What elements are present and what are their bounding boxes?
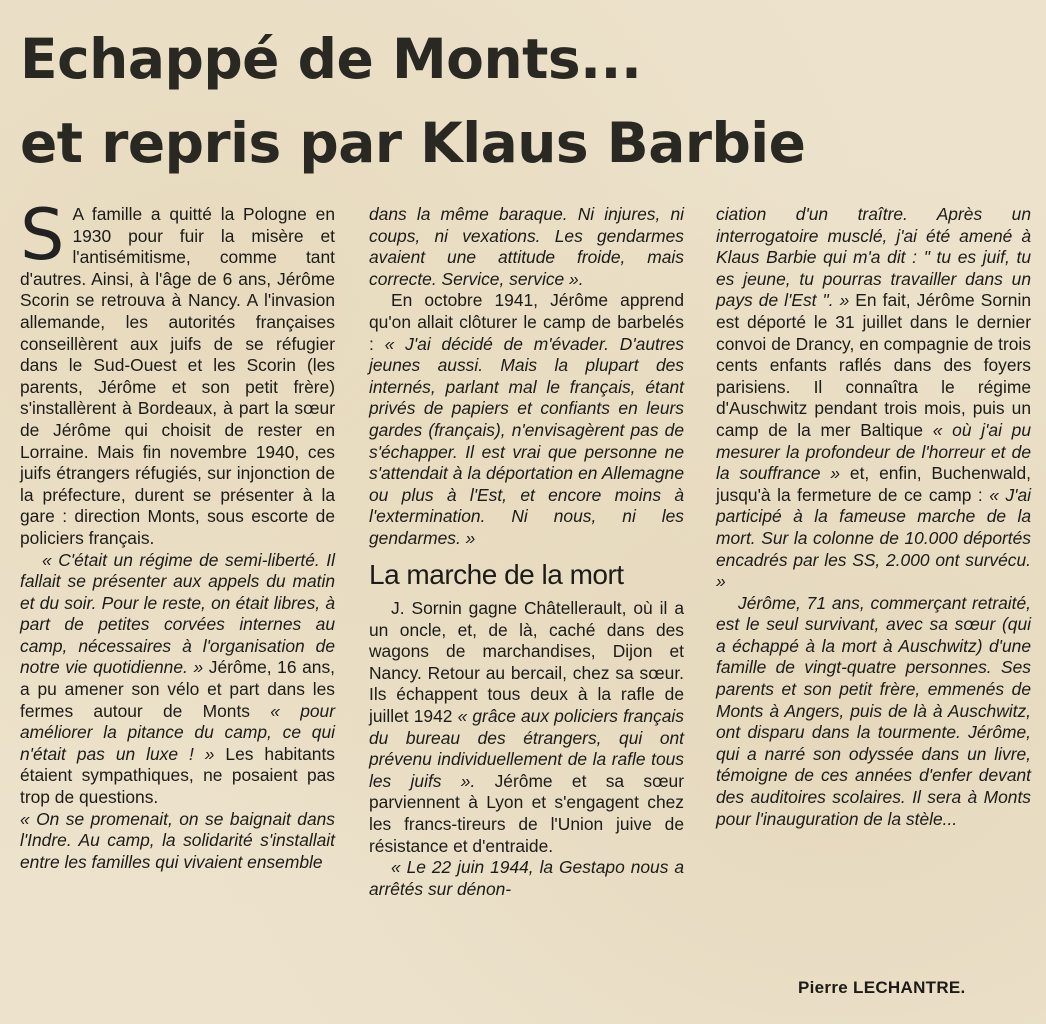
paragraph-octobre-1941: [369, 290, 684, 549]
quote-horreur: « où j'ai pu mesurer la profondeur de l'horreur et de la souffrance »: [716, 419, 1032, 484]
paragraph-deportation: [716, 204, 1031, 593]
headline-line-1: Echappé de Monts...: [20, 27, 642, 91]
text-habitants: Les habitants étaient sympathiques, ne posaient pas trop de questions.: [20, 743, 335, 808]
paragraph-baraque: [369, 204, 684, 290]
article-column-1: [20, 194, 335, 873]
author-byline: Pierre LECHANTRE.: [798, 978, 966, 997]
paragraph-chatellerault: [369, 598, 684, 857]
paragraph-survivant: [716, 593, 1031, 831]
text-buchenwald: et, enfin, Buchenwald, jusqu'à la fermeture de ce camp :: [716, 463, 1032, 505]
text-drancy: En fait, Jérôme Sornin est déporté le 31 juillet dans le dernier convoi de Drancy, en compagnie de trois cents enfants raflés dans des foyers parisiens. Il connaîtra le régime d'Auschwitz pendant trois mois, puis un camp de la mer Baltique: [716, 290, 1031, 440]
paragraph-intro: [20, 194, 335, 550]
quote-survivant: Jérôme, 71 ans, commerçant retraité, est le seul survivant, avec sa sœur (qui a échappé à la mort à Auschwitz) d'une famille de vingt-quatre personnes. Ses parents et son petit frère, emmenés de Monts à Angers, puis de là à Auschwitz, ont disparu dans la tourmente. Jérôme, qui a narré son odyssée dans un livre, témoigne de ces années d'enfer devant des auditoires scolaires. Il sera à Monts pour l'inauguration de la stèle...: [716, 592, 1031, 829]
paragraph-semi-liberte: [20, 550, 335, 809]
article-column-3: [716, 204, 1031, 830]
text-velo: Jérôme, 16 ans, a pu amener son vélo et part dans les fermes autour de Monts: [20, 657, 335, 721]
article-column-2: [369, 204, 684, 900]
paragraph-promenait: [20, 809, 335, 874]
quote-evader: « J'ai décidé de m'évader. D'autres jeunes aussi. Mais la plupart des internés, parlant mal le français, étant privés de papiers et confiants en leurs gardes (français), n'envisagèrent pas de s'échapper. Il est vrai que personne ne s'attendait à la déportation en Allemagne ou plus à l'Est, et encore moins à l'extermination. Ni nous, ni les gendarmes. »: [369, 333, 684, 548]
quote-rafle: « grâce aux policiers français du bureau des étrangers, qui ont prévenu individuellement de la rafle tous les juifs ».: [369, 706, 684, 791]
quote-gestapo: « Le 22 juin 1944, la Gestapo nous a arrêtés sur dénon-: [369, 857, 684, 899]
quote-promenait: « On se promenait, on se baignait dans l'Indre. Au camp, la solidarité s'installait entre les familles qui vivaient ensemble: [20, 808, 335, 872]
text-lyon: Jérôme et sa sœur parviennent à Lyon et s'engagent chez les francs-tireurs de l'Union juive de résistance et d'entraide.: [369, 770, 684, 856]
quote-barbie: ciation d'un traître. Après un interrogatoire musclé, j'ai été amené à Klaus Barbie qui m'a dit : " tu es juif, tu es jeune, tu pourras travailler dans un pays de l'Est ". »: [716, 204, 1031, 311]
paragraph-gestapo: [369, 857, 684, 900]
intro-text: A famille a quitté la Pologne en 1930 pour fuir la misère et l'antisémitisme, comme tant d'autres. Ainsi, à l'âge de 6 ans, Jérôme Scorin se retrouva à Nancy. A l'invasion allemande, les autorités françaises conseillèrent aux juifs de se réfugier dans le Sud-Ouest et les Scorin (les parents, Jérôme et son petit frère) s'installèrent à Bordeaux, à part la sœur de Jérôme qui choisit de rester en Lorraine. Mais fin novembre 1940, ces juifs étrangers réfugiés, sur injonction de la préfecture, durent se présenter à la gare : direction Monts, sous escorte de policiers français.: [20, 204, 335, 548]
section-subhead: La marche de la mort: [369, 558, 624, 590]
text-chatellerault: J. Sornin gagne Châtellerault, où il a un oncle, et, de là, caché dans des wagons de marchandises, Dijon et Nancy. Retour au bercail, chez sa sœur. Ils échappent tous deux à la rafle de juillet 1942: [369, 598, 684, 727]
text-octobre-1941: En octobre 1941, Jérôme apprend qu'on allait clôturer le camp de barbelés :: [369, 290, 684, 354]
quote-semi-liberte: « C'était un régime de semi-liberté. Il fallait se présenter aux appels du matin et du soir. Pour le reste, on était libres, à part de petites corvées internes au camp, nécessaires à l'organisation de notre vie quotidienne. »: [20, 549, 335, 678]
headline-line-2: et repris par Klaus Barbie: [20, 111, 806, 175]
drop-cap: S: [20, 194, 65, 276]
quote-pitance: « pour améliorer la pitance du camp, ce qui n'était pas un luxe ! »: [20, 700, 335, 764]
quote-marche: « J'ai participé à la fameuse marche de la mort. Sur la colonne de 10.000 déportés encadrés par les SS, 2.000 ont survécu. »: [716, 484, 1031, 592]
quote-baraque: dans la même baraque. Ni injures, ni coups, ni vexations. Les gendarmes avaient une attitude froide, mais correcte. Service, service ».: [369, 204, 684, 289]
